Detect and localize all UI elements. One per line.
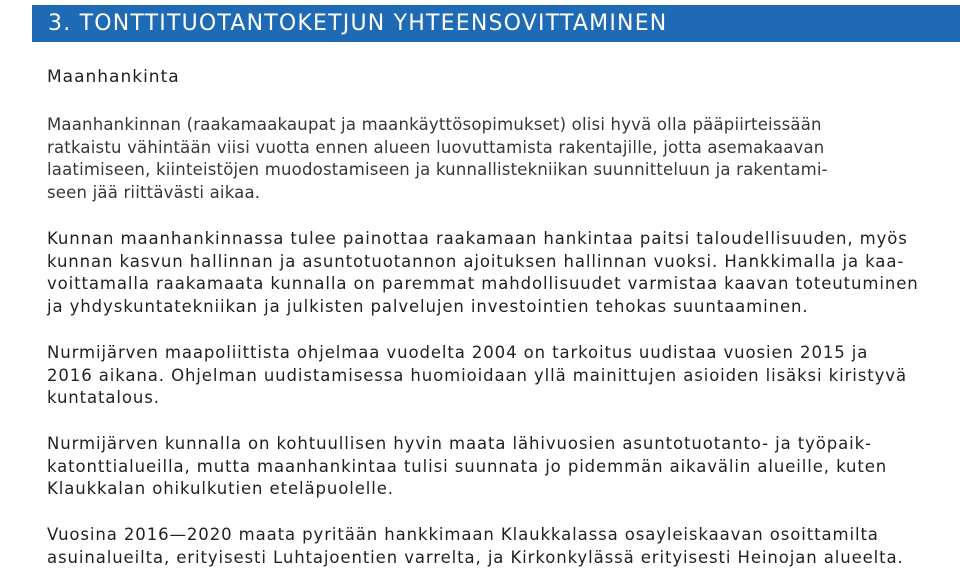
paragraph-line: ratkaistu vähintään viisi vuotta ennen alueen luovuttamista rakentajille, jotta asemakaavan	[47, 137, 825, 157]
paragraph-line: Nurmijärven kunnalla on kohtuullisen hyvin maata lähivuosien asuntotuotanto- ja työpaik-	[47, 434, 872, 453]
paragraph-line: laatimiseen, kiinteistöjen muodostamiseen ja kunnallistekniikan suunnitteluun ja rakentami-	[47, 160, 828, 180]
paragraph-line: voittamalla raakamaata kunnalla on paremmat mahdollisuudet varmistaa kaavan toteutuminen	[47, 274, 919, 294]
paragraph-line: Vuosina 2016—2020 maata pyritään hankkimaan Klaukkalassa osayleiskaavan osoittamilta	[47, 525, 879, 544]
paragraph-line: Maanhankinnan (raakamaakaupat ja maankäyttösopimukset) olisi hyvä olla pääpiirteissään	[47, 115, 822, 134]
paragraph-5	[47, 524, 904, 569]
paragraph-line: katonttialueilla, mutta maanhankintaa tulisi suunnata jo pidemmän aikavälin alueille, kuten	[47, 456, 888, 476]
paragraph-line: kunnan kasvun hallinnan ja asuntotuotannon ajoituksen hallinnan vuoksi. Hankkimalla ja kaa-	[47, 251, 905, 271]
section-title: 3. TONTTITUOTANTOKETJUN YHTEENSOVITTAMINEN	[48, 11, 668, 36]
paragraph-line: kuntatalous.	[47, 388, 160, 408]
paragraph-4	[47, 433, 887, 501]
paragraph-1	[47, 114, 828, 204]
paragraph-2	[47, 228, 919, 318]
subheading: Maanhankinta	[47, 67, 180, 87]
paragraph-line: ja yhdyskuntatekniikan ja julkisten palvelujen investointien tehokas suuntaaminen.	[47, 296, 809, 316]
paragraph-line: Nurmijärven maapoliittista ohjelmaa vuodelta 2004 on tarkoitus uudistaa vuosien 2015 ja	[47, 343, 869, 362]
paragraph-3	[47, 342, 907, 410]
paragraph-line: Klaukkalan ohikulkutien eteläpuolelle.	[47, 479, 394, 499]
paragraph-line: Kunnan maanhankinnassa tulee painottaa raakamaan hankintaa paitsi taloudellisuuden, myös	[47, 229, 908, 248]
section-header-bar	[32, 5, 960, 42]
paragraph-line: seen jää riittävästi aikaa.	[47, 182, 261, 202]
paragraph-line: 2016 aikana. Ohjelman uudistamisessa huomioidaan yllä mainittujen asioiden lisäksi kiristyvä	[47, 365, 907, 385]
paragraph-line: asuinalueilta, erityisesti Luhtajoentien varrelta, ja Kirkonkylässä erityisesti Heinojan alueelta.	[47, 547, 904, 567]
